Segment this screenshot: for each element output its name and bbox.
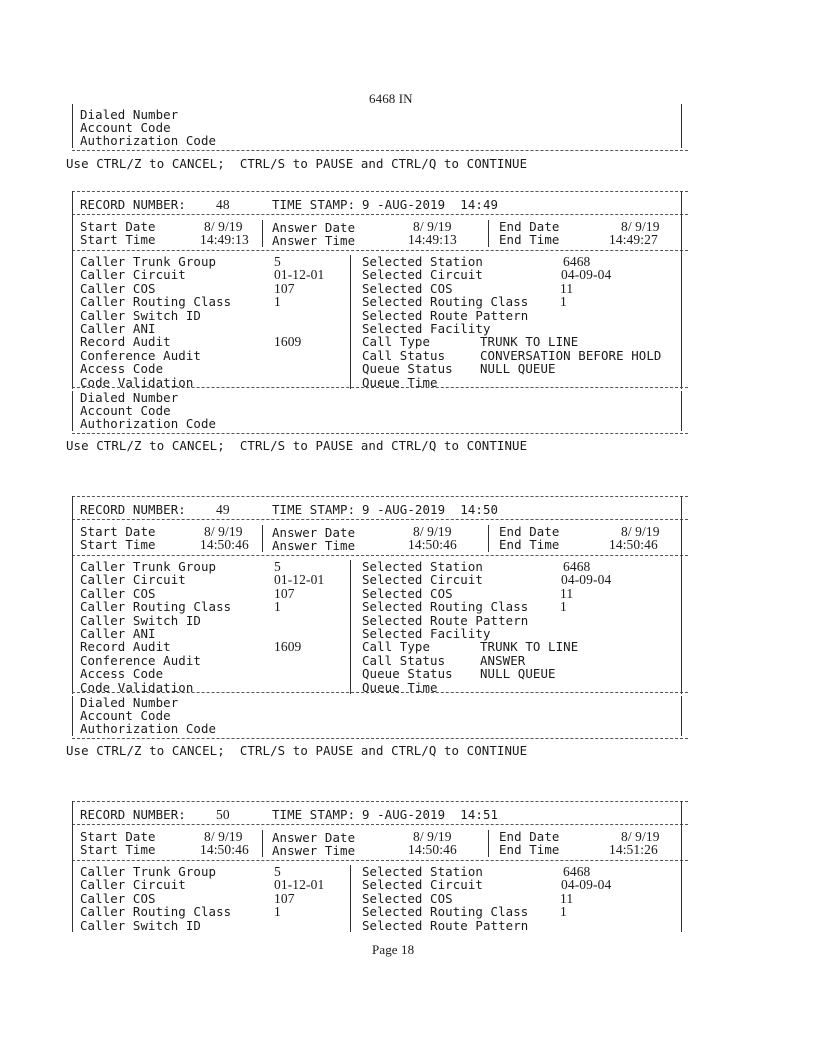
queue-status-label: Queue Status: [362, 666, 453, 682]
time-stamp-value: 9 -AUG-2019 14:51: [362, 807, 499, 822]
selected-circuit-value: 04-09-04: [561, 572, 612, 588]
selected-routing-class-value: 1: [560, 599, 567, 615]
record-audit-label: Record Audit: [80, 639, 171, 655]
record-number-value: 50: [216, 807, 230, 822]
selected-station-value: 6468: [563, 864, 591, 879]
selected-facility-label: Selected Facility: [362, 626, 491, 641]
right-border: [681, 391, 682, 431]
record-number-label: RECORD NUMBER:: [80, 502, 186, 517]
answer-time-label: Answer Time: [272, 843, 356, 858]
access-code-label: Access Code: [80, 361, 164, 377]
selected-station-label: Selected Station: [362, 864, 483, 879]
start-date-value: 8/ 9/19: [204, 524, 243, 539]
selected-circuit-label: Selected Circuit: [362, 267, 483, 283]
record-number-label: RECORD NUMBER:: [80, 807, 186, 822]
selected-station-label: Selected Station: [362, 254, 483, 269]
caller-circuit-label: Caller Circuit: [80, 572, 186, 588]
selected-routing-class-value: 1: [560, 904, 567, 920]
caller-cos-label: Caller COS: [80, 280, 156, 296]
account-code-label: Account Code: [80, 403, 171, 418]
caller-trunk-group-value: 5: [274, 864, 281, 879]
answer-date-value: 8/ 9/19: [413, 829, 452, 844]
caller-cos-label: Caller COS: [80, 585, 156, 601]
start-time-label: Start Time: [80, 537, 156, 552]
detail-divider: [72, 387, 688, 388]
end-date-label: End Date: [499, 524, 560, 539]
column-separator: [350, 560, 351, 694]
dates-divider: [72, 555, 688, 556]
start-time-value: 14:50:46: [200, 842, 249, 857]
right-border: [681, 104, 682, 148]
answer-date-label: Answer Date: [272, 830, 356, 845]
selected-routing-class-label: Selected Routing Class: [362, 599, 529, 615]
caller-cos-value: 107: [274, 890, 295, 906]
left-border: [72, 191, 73, 389]
selected-circuit-value: 04-09-04: [561, 267, 612, 283]
caller-ani-label: Caller ANI: [80, 321, 156, 336]
dashed-divider: [72, 433, 688, 434]
end-time-label: End Time: [499, 232, 560, 247]
caller-trunk-group-label: Caller Trunk Group: [80, 559, 217, 574]
left-border: [72, 104, 73, 148]
dialed-number-label: Dialed Number: [80, 390, 179, 405]
call-status-value: ANSWER: [480, 652, 526, 668]
start-date-label: Start Date: [80, 829, 156, 844]
start-time-value: 14:49:13: [200, 232, 249, 247]
record-audit-label: Record Audit: [80, 334, 171, 350]
selected-cos-value: 11: [560, 280, 574, 296]
call-type-value: TRUNK TO LINE: [480, 639, 579, 655]
selected-cos-value: 11: [560, 585, 574, 601]
end-date-label: End Date: [499, 219, 560, 234]
authorization-code-label: Authorization Code: [80, 721, 217, 736]
account-code-label: Account Code: [80, 120, 171, 135]
ctrl-instruction-line: Use CTRL/Z to CANCEL; CTRL/S to PAUSE and CTRL/Q to CONTINUE: [66, 743, 528, 758]
left-border: [72, 696, 73, 736]
ctrl-instruction-line: Use CTRL/Z to CANCEL; CTRL/S to PAUSE and CTRL/Q to CONTINUE: [66, 438, 528, 453]
record-number-value: 49: [216, 502, 230, 517]
answer-date-value: 8/ 9/19: [413, 219, 452, 234]
selected-route-pattern-label: Selected Route Pattern: [362, 612, 529, 628]
conference-audit-label: Conference Audit: [80, 347, 201, 363]
dialed-number-label: Dialed Number: [80, 107, 179, 122]
dashed-divider: [72, 150, 688, 151]
record-number-label: RECORD NUMBER:: [80, 197, 186, 212]
time-stamp-value: 9 -AUG-2019 14:50: [362, 502, 499, 517]
caller-trunk-group-value: 5: [274, 254, 281, 269]
column-separator: [262, 830, 263, 857]
queue-time-label: Queue Time: [362, 374, 438, 390]
record-header-divider: [72, 214, 688, 215]
caller-cos-value: 107: [274, 280, 295, 296]
left-border: [72, 801, 73, 932]
access-code-label: Access Code: [80, 666, 164, 682]
selected-cos-label: Selected COS: [362, 280, 453, 296]
caller-trunk-group-label: Caller Trunk Group: [80, 864, 217, 879]
caller-routing-class-label: Caller Routing Class: [80, 904, 232, 920]
caller-routing-class-label: Caller Routing Class: [80, 294, 232, 310]
call-type-label: Call Type: [362, 639, 431, 655]
authorization-code-label: Authorization Code: [80, 133, 217, 148]
call-status-label: Call Status: [362, 347, 446, 363]
selected-station-value: 6468: [563, 254, 591, 269]
page-footer: Page 18: [372, 942, 415, 957]
right-border: [681, 696, 682, 736]
end-time-value: 14:49:27: [609, 232, 658, 247]
record-top-divider: [72, 801, 688, 802]
selected-circuit-label: Selected Circuit: [362, 877, 483, 893]
selected-routing-class-label: Selected Routing Class: [362, 294, 529, 310]
end-date-value: 8/ 9/19: [621, 524, 660, 539]
column-separator: [262, 525, 263, 552]
end-time-label: End Time: [499, 537, 560, 552]
answer-time-value: 14:49:13: [408, 232, 457, 247]
answer-date-label: Answer Date: [272, 220, 356, 235]
column-separator: [488, 525, 489, 552]
detail-divider: [72, 692, 688, 693]
record-top-divider: [72, 191, 688, 192]
caller-circuit-value: 01-12-01: [274, 267, 325, 283]
caller-switch-id-label: Caller Switch ID: [80, 307, 201, 323]
end-date-label: End Date: [499, 829, 560, 844]
code-validation-label: Code Validation: [80, 374, 194, 390]
caller-switch-id-label: Caller Switch ID: [80, 612, 201, 628]
end-date-value: 8/ 9/19: [621, 219, 660, 234]
selected-routing-class-label: Selected Routing Class: [362, 904, 529, 920]
column-separator: [488, 830, 489, 857]
column-separator: [350, 865, 351, 932]
caller-trunk-group-label: Caller Trunk Group: [80, 254, 217, 269]
start-time-value: 14:50:46: [200, 537, 249, 552]
selected-circuit-value: 04-09-04: [561, 877, 612, 893]
selected-station-label: Selected Station: [362, 559, 483, 574]
account-code-label: Account Code: [80, 708, 171, 723]
caller-circuit-label: Caller Circuit: [80, 877, 186, 893]
call-status-value: CONVERSATION BEFORE HOLD: [480, 347, 662, 363]
dashed-divider: [72, 738, 688, 739]
record-audit-value: 1609: [274, 639, 302, 655]
answer-time-value: 14:50:46: [408, 842, 457, 857]
selected-circuit-label: Selected Circuit: [362, 572, 483, 588]
dates-divider: [72, 860, 688, 861]
caller-ani-label: Caller ANI: [80, 626, 156, 641]
record-header-divider: [72, 824, 688, 825]
code-validation-label: Code Validation: [80, 679, 194, 695]
authorization-code-label: Authorization Code: [80, 416, 217, 431]
selected-cos-label: Selected COS: [362, 890, 453, 906]
selected-station-value: 6468: [563, 559, 591, 574]
record-top-divider: [72, 496, 688, 497]
start-time-label: Start Time: [80, 842, 156, 857]
caller-cos-value: 107: [274, 585, 295, 601]
selected-cos-label: Selected COS: [362, 585, 453, 601]
column-separator: [350, 255, 351, 389]
call-type-value: TRUNK TO LINE: [480, 334, 579, 350]
column-separator: [488, 220, 489, 247]
selected-route-pattern-label: Selected Route Pattern: [362, 917, 529, 933]
start-date-value: 8/ 9/19: [204, 219, 243, 234]
selected-routing-class-value: 1: [560, 294, 567, 310]
right-border: [681, 496, 682, 694]
dates-divider: [72, 250, 688, 251]
record-audit-value: 1609: [274, 334, 302, 350]
conference-audit-label: Conference Audit: [80, 652, 201, 668]
start-date-label: Start Date: [80, 219, 156, 234]
queue-time-label: Queue Time: [362, 679, 438, 695]
caller-routing-class-value: 1: [274, 904, 281, 920]
record-number-value: 48: [216, 197, 230, 212]
left-border: [72, 391, 73, 431]
selected-route-pattern-label: Selected Route Pattern: [362, 307, 529, 323]
time-stamp-label: TIME STAMP:: [272, 502, 356, 517]
caller-switch-id-label: Caller Switch ID: [80, 917, 201, 933]
call-status-label: Call Status: [362, 652, 446, 668]
queue-status-label: Queue Status: [362, 361, 453, 377]
time-stamp-label: TIME STAMP:: [272, 197, 356, 212]
answer-date-label: Answer Date: [272, 525, 356, 540]
answer-time-value: 14:50:46: [408, 537, 457, 552]
start-date-value: 8/ 9/19: [204, 829, 243, 844]
start-date-label: Start Date: [80, 524, 156, 539]
call-type-label: Call Type: [362, 334, 431, 350]
caller-routing-class-value: 1: [274, 294, 281, 310]
column-separator: [262, 220, 263, 247]
time-stamp-value: 9 -AUG-2019 14:49: [362, 197, 499, 212]
queue-status-value: NULL QUEUE: [480, 666, 556, 682]
caller-circuit-value: 01-12-01: [274, 877, 325, 893]
end-date-value: 8/ 9/19: [621, 829, 660, 844]
selected-cos-value: 11: [560, 890, 574, 906]
dialed-number-label: Dialed Number: [80, 695, 179, 710]
record-header-divider: [72, 519, 688, 520]
ctrl-instruction-line: Use CTRL/Z to CANCEL; CTRL/S to PAUSE and CTRL/Q to CONTINUE: [66, 156, 528, 171]
caller-circuit-label: Caller Circuit: [80, 267, 186, 283]
right-border: [681, 801, 682, 932]
time-stamp-label: TIME STAMP:: [272, 807, 356, 822]
caller-routing-class-label: Caller Routing Class: [80, 599, 232, 615]
caller-cos-label: Caller COS: [80, 890, 156, 906]
selected-facility-label: Selected Facility: [362, 321, 491, 336]
end-time-value: 14:51:26: [609, 842, 658, 857]
caller-circuit-value: 01-12-01: [274, 572, 325, 588]
start-time-label: Start Time: [80, 232, 156, 247]
queue-status-value: NULL QUEUE: [480, 361, 556, 377]
caller-trunk-group-value: 5: [274, 559, 281, 574]
page-header: 6468 IN: [369, 91, 413, 106]
answer-time-label: Answer Time: [272, 233, 356, 248]
answer-time-label: Answer Time: [272, 538, 356, 553]
answer-date-value: 8/ 9/19: [413, 524, 452, 539]
caller-routing-class-value: 1: [274, 599, 281, 615]
end-time-label: End Time: [499, 842, 560, 857]
right-border: [681, 191, 682, 389]
end-time-value: 14:50:46: [609, 537, 658, 552]
left-border: [72, 496, 73, 694]
